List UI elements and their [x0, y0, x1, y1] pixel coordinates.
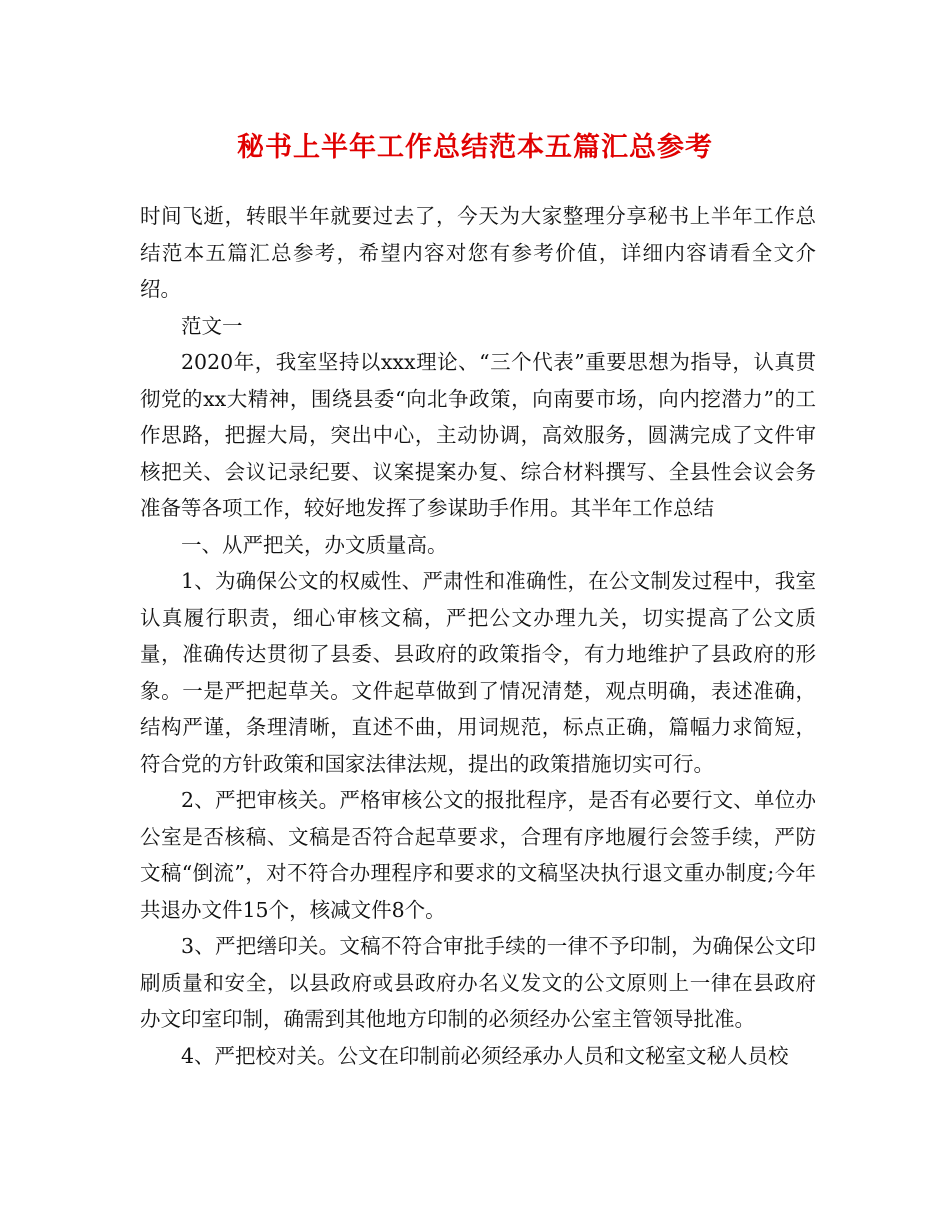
section-heading: 范文一	[181, 313, 243, 338]
intro-paragraph: 时间飞逝，转眼半年就要过去了，今天为大家整理分享秘书上半年工作总结范本五篇汇总参考，希望内容对您有参考价值，详细内容请看全文介绍。	[140, 204, 816, 301]
document-title: 秘书上半年工作总结范本五篇汇总参考	[237, 132, 713, 163]
body-paragraph: 1、为确保公文的权威性、严肃性和准确性，在公文制发过程中，我室认真履行职责，细心审核文稿，严把公文办理九关，切实提高了公文质量，准确传达贯彻了县委、县政府的政策指令，有力地维护了县政府的形象。一是严把起草关。文件起草做到了情况清楚，观点明确，表述准确，结构严谨，条理清晰，直述不曲，用词规范，标点正确，篇幅力求简短，符合党的方针政策和国家法律法规，提出的政策措施切实可行。	[140, 569, 816, 776]
subsection-heading: 一、从严把关，办文质量高。	[181, 532, 448, 557]
body-paragraph: 3、严把缮印关。文稿不符合审批手续的一律不予印制，为确保公文印刷质量和安全，以县政府或县政府办名义发文的公文原则上一律在县政府办文印室印制，确需到其他地方印制的必须经办公室主管领导批准。	[140, 934, 816, 1031]
document-body	[140, 198, 816, 1074]
body-paragraph: 4、严把校对关。公文在印制前必须经承办人员和文秘室文秘人员校	[181, 1043, 789, 1068]
body-paragraph: 2020年，我室坚持以xxx理论、“三个代表”重要思想为指导，认真贯彻党的xx大精神，围绕县委“向北争政策，向南要市场，向内挖潜力”的工作思路，把握大局，突出中心，主动协调，高效服务，圆满完成了文件审核把关、会议记录纪要、议案提案办复、综合材料撰写、全县性会议会务准备等各项工作，较好地发挥了参谋助手作用。其半年工作总结	[140, 350, 816, 520]
body-paragraph: 2、严把审核关。严格审核公文的报批程序，是否有必要行文、单位办公室是否核稿、文稿是否符合起草要求，合理有序地履行会签手续，严防文稿“倒流”，对不符合办理程序和要求的文稿坚决执行退文重办制度;今年共退办文件15个，核减文件8个。	[140, 788, 816, 922]
